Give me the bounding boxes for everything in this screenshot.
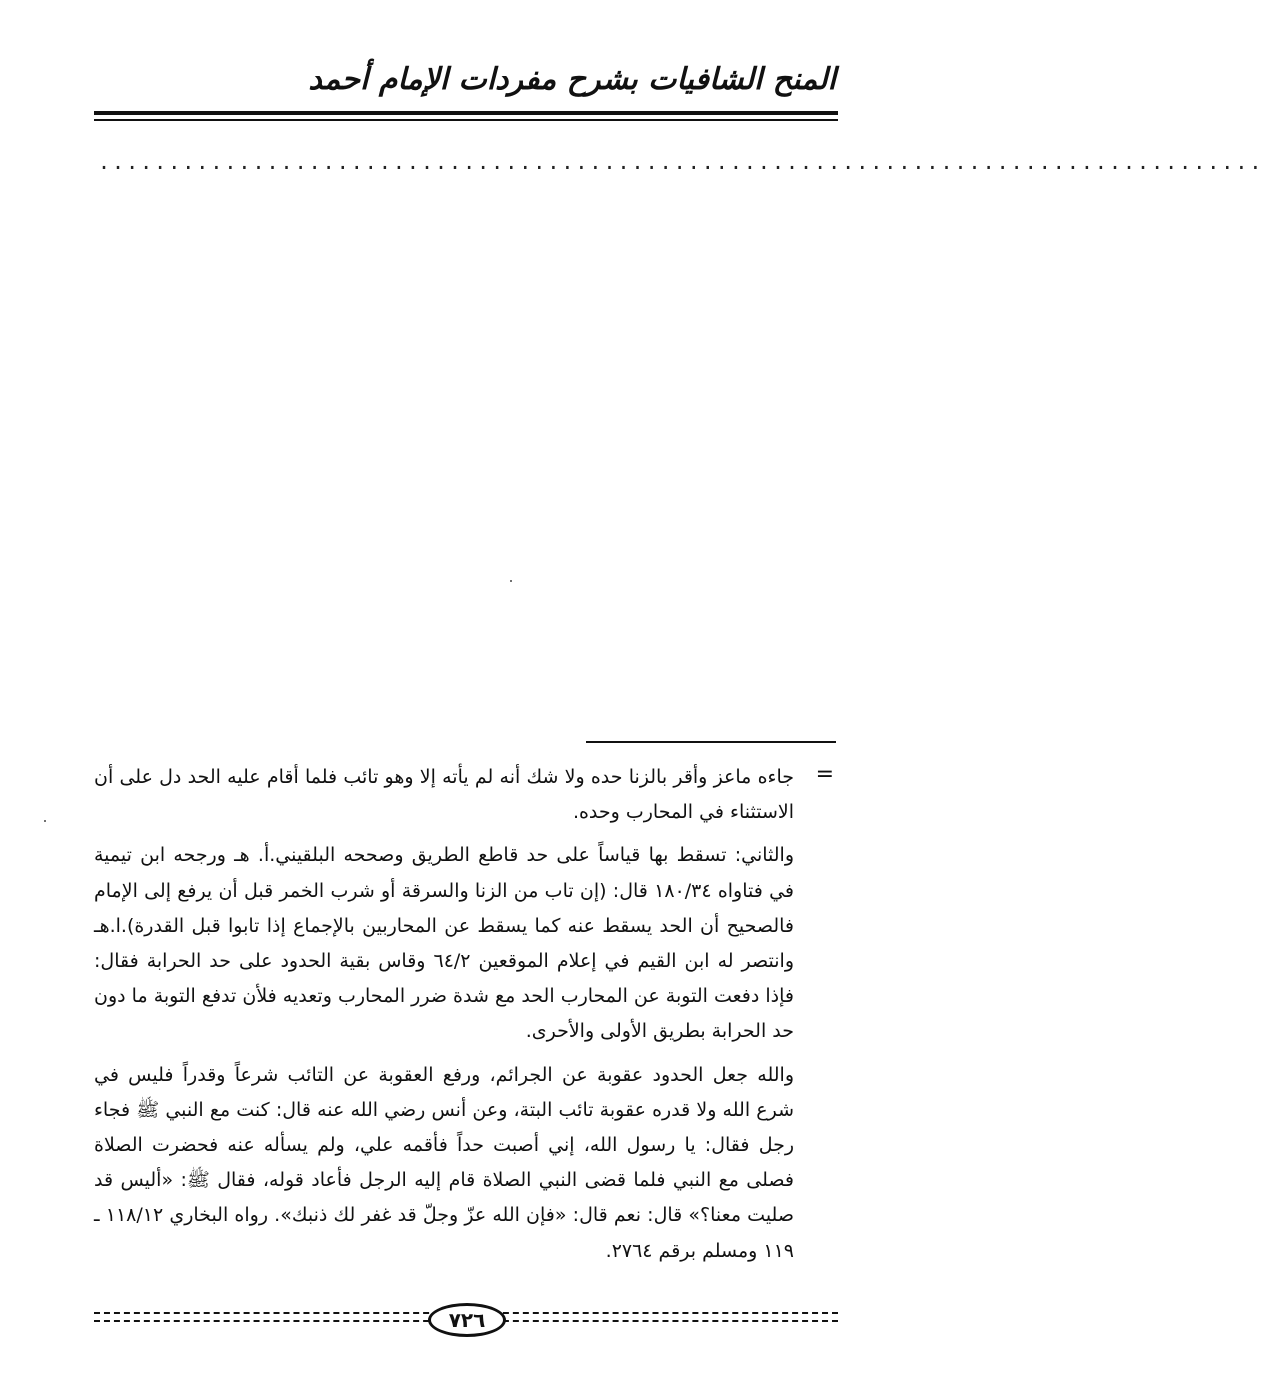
footnote-continuation-mark: =: [815, 762, 834, 787]
page-number: ٧٢٦: [428, 1303, 506, 1337]
page-header-title: المنح الشافيات بشرح مفردات الإمام أحمد: [308, 62, 836, 97]
footnote-paragraph: والثاني: تسقط بها قياساً على حد قاطع الطريق وصححه البلقيني.أ. هـ ورجحه ابن تيمية في فتاواه ١٨٠/٣٤ قال: (إن تاب من الزنا والسرقة أو شرب الخمر قبل أن يرفع إلى الإمام فالصحيح أن الحد يسقط عنه كما يسقط عن المحاربين بالإجماع إذا تابوا قبل القدرة).ا.هـ وانتصر له ابن القيم في إعلام الموقعين ٦٤/٢ وقاس بقية الحدود على حد الحرابة فقال: فإذا دفعت التوبة عن المحارب الحد مع شدة ضرر المحارب وتعديه فلأن تدفع التوبة ما دون حد الحرابة بطريق الأولى والأحرى.: [94, 844, 794, 1043]
footnote-separator: [586, 741, 836, 743]
footnote-paragraph: والله جعل الحدود عقوبة عن الجرائم، ورفع العقوبة عن التائب شرعاً وقدراً فليس في شرع الله ولا قدره عقوبة تائب البتة، وعن أنس رضي الله عنه قال: كنت مع النبي ﷺ فجاء رجل فقال: يا رسول الله، إني أصبت حداً فأقمه علي، ولم يسأله عنه فحضرت الصلاة فصلى مع النبي فلما قضى النبي الصلاة قام إليه الرجل فأعاد قوله، فقال ﷺ: «أليس قد صليت معنا؟» قال: نعم قال: «فإن الله عزّ وجلّ قد غفر لك ذنبك». رواه البخاري ١١٨/١٢ ـ ١١٩ ومسلم برقم ٢٧٦٤.: [94, 1063, 794, 1262]
header-rule-thick: [94, 111, 838, 115]
header-rule-thin: [94, 119, 838, 121]
scan-speck: [44, 820, 46, 822]
dotted-separator: ...................................................................................: [98, 150, 1263, 174]
footnote-paragraph: جاءه ماعز وأقر بالزنا حده ولا شك أنه لم يأته إلا وهو تائب فلما أقام عليه الحد دل على أن الاستثناء في المحارب وحده.: [94, 766, 794, 824]
page-footer: [94, 1303, 838, 1333]
footnotes-block: [94, 760, 794, 1277]
scan-speck: [510, 580, 512, 582]
